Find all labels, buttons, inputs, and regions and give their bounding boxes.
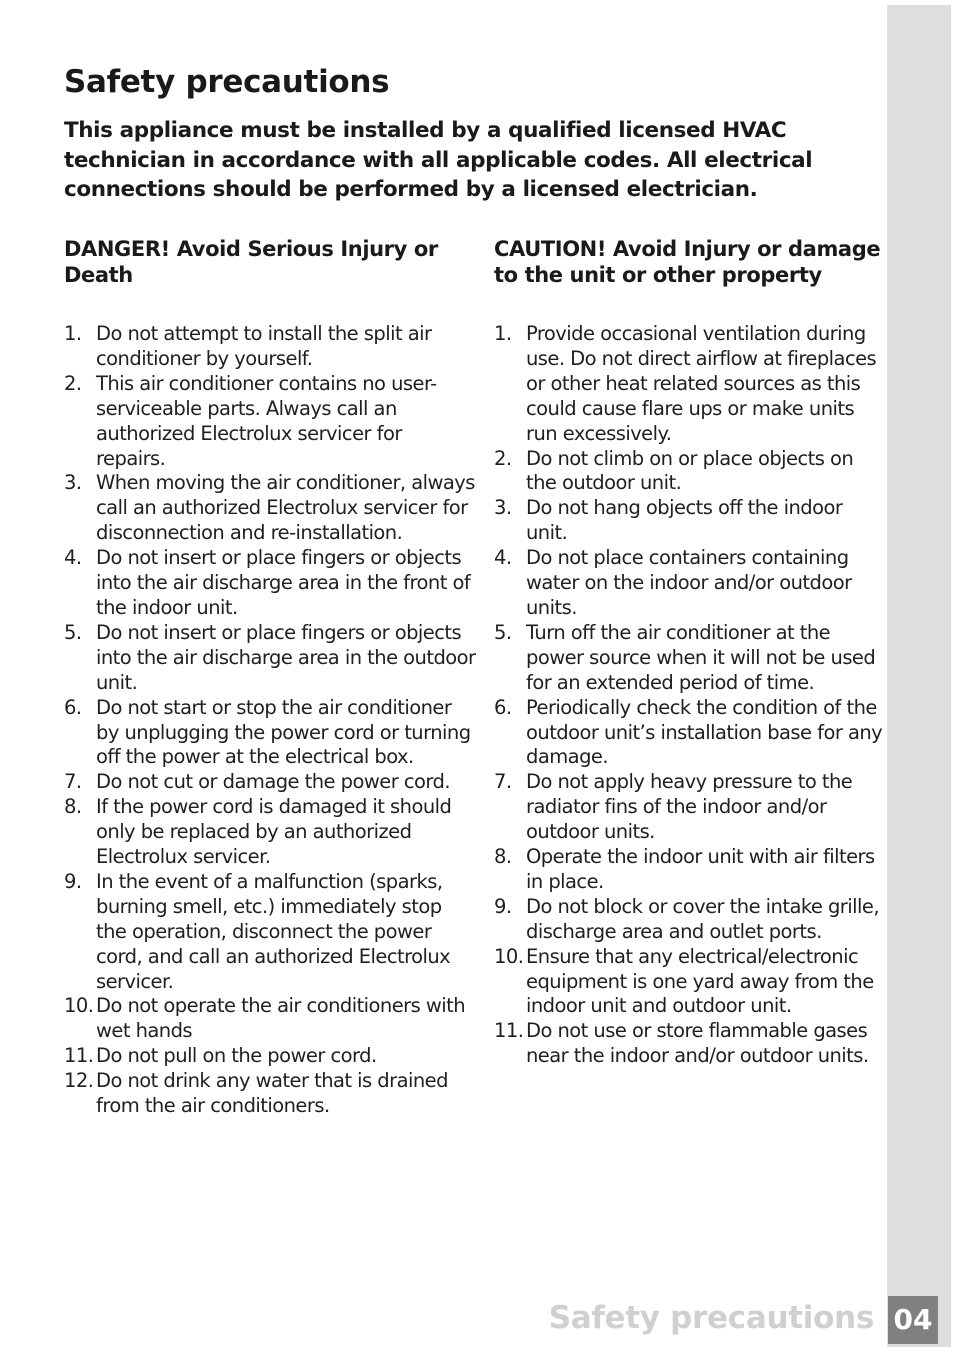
- list-item-number: 10.: [494, 944, 524, 968]
- list-item: [494, 322, 886, 447]
- list-item-text: Operate the indoor unit with air filters in place.: [526, 845, 875, 893]
- list-item-number: 5.: [494, 620, 512, 644]
- page-title: Safety precautions: [64, 64, 390, 100]
- list-item-text: Do not operate the air conditioners with wet hands: [96, 994, 466, 1043]
- list-item-number: 4.: [64, 546, 82, 570]
- list-item: [64, 372, 476, 472]
- list-item-text: Do not use or store flammable gases near the indoor and/or outdoor units.: [526, 1019, 869, 1068]
- intro-statement: This appliance must be installed by a qualified licensed HVAC technician in accordance with all applicable codes. All electrical connections should be performed by a licensed electrician.: [64, 118, 813, 202]
- list-item: [494, 621, 886, 696]
- danger-list: [64, 322, 476, 1119]
- list-item-number: 5.: [64, 620, 82, 644]
- list-item-text: Turn off the air conditioner at the power source when it will not be used for an extended period of time.: [526, 620, 876, 694]
- list-item: [494, 770, 886, 845]
- list-item-text: Do not block or cover the intake grille, discharge area and outlet ports.: [526, 894, 879, 943]
- list-item: [64, 546, 476, 621]
- list-item-text: Do not apply heavy pressure to the radiator fins of the indoor and/or outdoor units.: [526, 770, 853, 844]
- list-item-number: 3.: [494, 496, 512, 520]
- list-item-number: 6.: [494, 695, 512, 719]
- list-item: [494, 845, 886, 895]
- list-item: [64, 1044, 476, 1069]
- list-item-number: 4.: [494, 546, 512, 570]
- caution-section: [494, 237, 886, 1069]
- list-item: [494, 447, 886, 497]
- list-item: [64, 870, 476, 995]
- list-item-text: Do not climb on or place objects on the outdoor unit.: [526, 446, 854, 495]
- list-item-number: 1.: [64, 322, 82, 345]
- list-item: [64, 322, 476, 372]
- list-item: [494, 895, 886, 945]
- page-number-badge: 04: [888, 1296, 938, 1344]
- list-item: [494, 945, 886, 1020]
- list-item-number: 2.: [494, 446, 512, 470]
- list-item-text: Do not cut or damage the power cord.: [96, 770, 450, 794]
- list-item: [494, 546, 886, 621]
- list-item-number: 7.: [64, 770, 82, 794]
- list-item-text: This air conditioner contains no user-serviceable parts. Always call an authorized Electrolux servicer for repairs.: [96, 371, 437, 470]
- footer-section-title: Safety precautions: [548, 1300, 874, 1336]
- list-item-text: Ensure that any electrical/electronic equipment is one yard away from the indoor unit and outdoor unit.: [526, 944, 874, 1018]
- list-item-text: In the event of a malfunction (sparks, burning smell, etc.) immediately stop the operation, disconnect the power cord, and call an authorized Electrolux servicer.: [96, 869, 451, 993]
- list-item-text: Provide occasional ventilation during use. Do not direct airflow at fireplaces or other heat related sources as this could cause flare ups or make units run excessively.: [526, 322, 877, 445]
- list-item-text: Do not insert or place fingers or objects into the air discharge area in the front of the indoor unit.: [96, 546, 471, 619]
- list-item-text: Do not insert or place fingers or objects into the air discharge area in the outdoor unit.: [96, 620, 476, 694]
- list-item: [494, 496, 886, 546]
- list-item-number: 10.: [64, 994, 94, 1018]
- caution-heading: CAUTION! Avoid Injury or damage to the unit or other property: [494, 237, 881, 287]
- list-item: [64, 994, 476, 1044]
- danger-heading: DANGER! Avoid Serious Injury or Death: [64, 237, 438, 287]
- list-item-text: Periodically check the condition of the outdoor unit’s installation base for any damage.: [526, 695, 883, 769]
- list-item-text: Do not pull on the power cord.: [96, 1044, 377, 1068]
- list-item: [64, 696, 476, 771]
- caution-list: [494, 322, 886, 1069]
- list-item-number: 2.: [64, 371, 82, 395]
- page-side-strip: [887, 5, 951, 1347]
- list-item-number: 9.: [64, 869, 82, 893]
- list-item-text: Do not hang objects off the indoor unit.: [526, 496, 843, 545]
- list-item: [64, 1069, 476, 1119]
- danger-section: [64, 237, 476, 1119]
- list-item: [494, 696, 886, 771]
- list-item-number: 7.: [494, 770, 512, 794]
- list-item-text: Do not attempt to install the split air conditioner by yourself.: [96, 322, 432, 370]
- list-item-text: If the power cord is damaged it should only be replaced by an authorized Electrolux servicer.: [96, 795, 452, 869]
- list-item: [64, 621, 476, 696]
- list-item-number: 12.: [64, 1069, 94, 1093]
- list-item-number: 3.: [64, 471, 82, 495]
- list-item-number: 11.: [494, 1019, 524, 1043]
- list-item-text: When moving the air conditioner, always call an authorized Electrolux servicer for disconnection and re-installation.: [96, 471, 475, 545]
- list-item-number: 6.: [64, 695, 82, 719]
- list-item-text: Do not drink any water that is drained from the air conditioners.: [96, 1069, 448, 1118]
- list-item-number: 1.: [494, 322, 512, 345]
- list-item: [64, 471, 476, 546]
- list-item-text: Do not start or stop the air conditioner by unplugging the power cord or turning off the power at the electrical box.: [96, 695, 471, 769]
- list-item: [494, 1019, 886, 1069]
- list-item-text: Do not place containers containing water on the indoor and/or outdoor units.: [526, 546, 852, 619]
- list-item-number: 8.: [494, 845, 512, 869]
- list-item-number: 9.: [494, 894, 512, 918]
- list-item: [64, 795, 476, 870]
- list-item-number: 8.: [64, 795, 82, 819]
- list-item-number: 11.: [64, 1044, 94, 1068]
- list-item: [64, 770, 476, 795]
